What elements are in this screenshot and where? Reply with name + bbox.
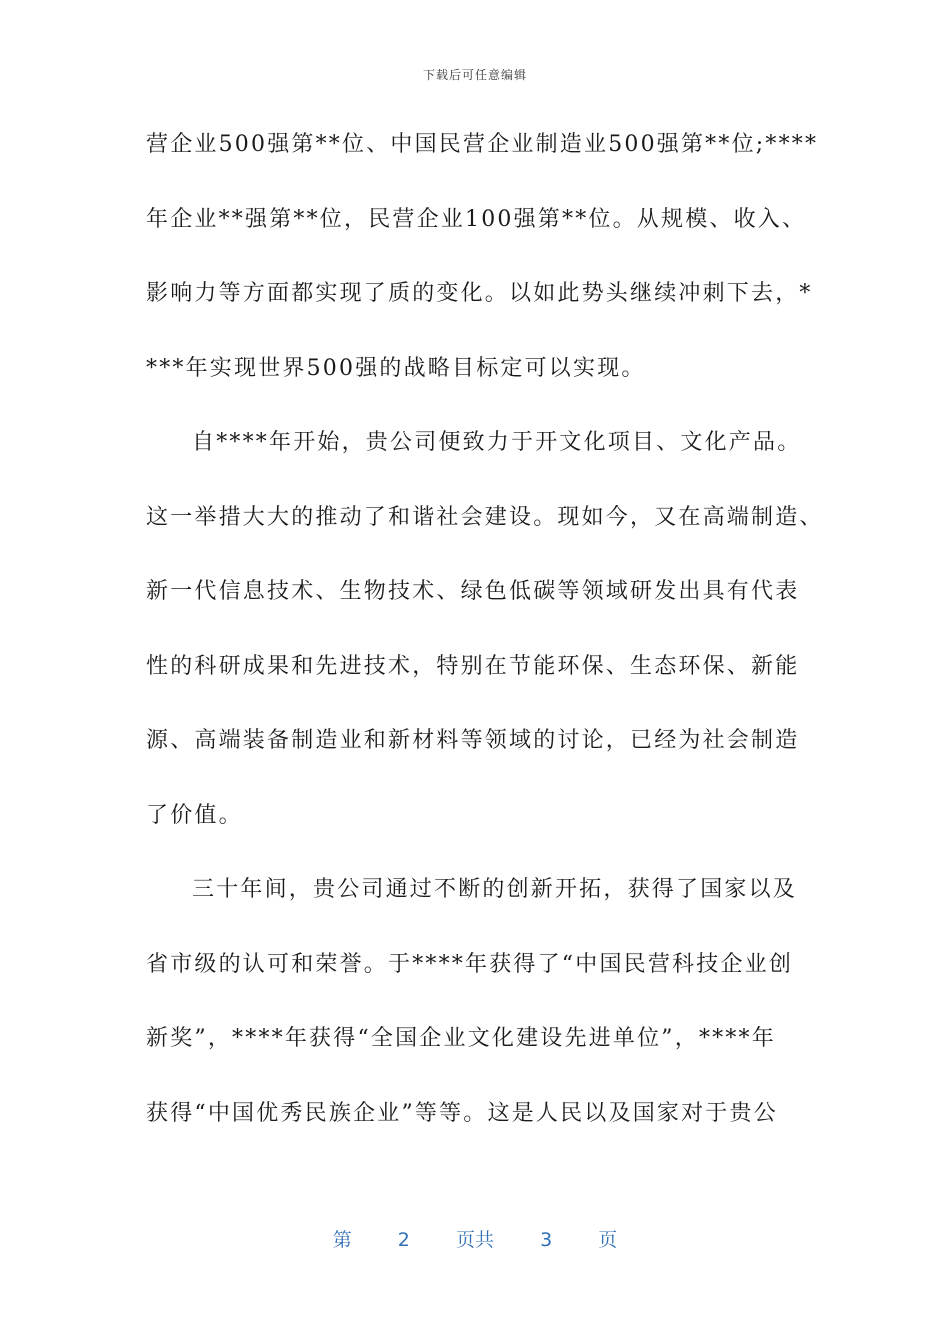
footer-prefix: 第: [332, 1229, 352, 1251]
text-line: 了价值。: [146, 802, 243, 828]
page-footer: [0, 1225, 950, 1252]
paragraph-first-line: 三十年间，贵公司通过不断的创新开拓，获得了国家以及: [192, 877, 798, 902]
text-line: 性的科研成果和先进技术，特别在节能环保、生态环保、新能: [146, 653, 800, 679]
text-line: 这一举措大大的推动了和谐社会建设。现如今，又在高端制造、: [146, 504, 824, 530]
footer-current-page: 2: [397, 1229, 410, 1251]
text-line: 源、高端装备制造业和新材料等领域的讨论，已经为社会制造: [146, 728, 800, 753]
text-line: 新一代信息技术、生物技术、绿色低碳等领域研发出具有代表: [146, 579, 800, 604]
paragraph-first-line: 自****年开始，贵公司便致力于开文化项目、文化产品。: [192, 430, 802, 455]
text-line: ***年实现世界500强的战略目标定可以实现。: [146, 355, 646, 381]
text-line: 影响力等方面都实现了质的变化。以如此势头继续冲刺下去，*: [146, 281, 813, 306]
text-line: 年企业**强第**位，民营企业100强第**位。从规模、收入、: [146, 206, 807, 232]
text-line: 营企业500强第**位、中国民营企业制造业500强第**位;****: [146, 132, 819, 157]
footer-suffix: 页: [598, 1229, 618, 1251]
footer-middle: 页共: [455, 1229, 494, 1251]
text-line: 获得“中国优秀民族企业”等等。这是人民以及国家对于贵公: [146, 1100, 778, 1126]
footer-total-pages: 3: [540, 1229, 553, 1251]
page-header-note: 下载后可任意编辑: [422, 68, 527, 82]
text-line: 省市级的认可和荣誉。于****年获得了“中国民营科技企业创: [146, 951, 794, 977]
document-body: [146, 108, 824, 1151]
text-line: 新奖”，****年获得“全国企业文化建设先进单位”，****年: [146, 1026, 776, 1051]
